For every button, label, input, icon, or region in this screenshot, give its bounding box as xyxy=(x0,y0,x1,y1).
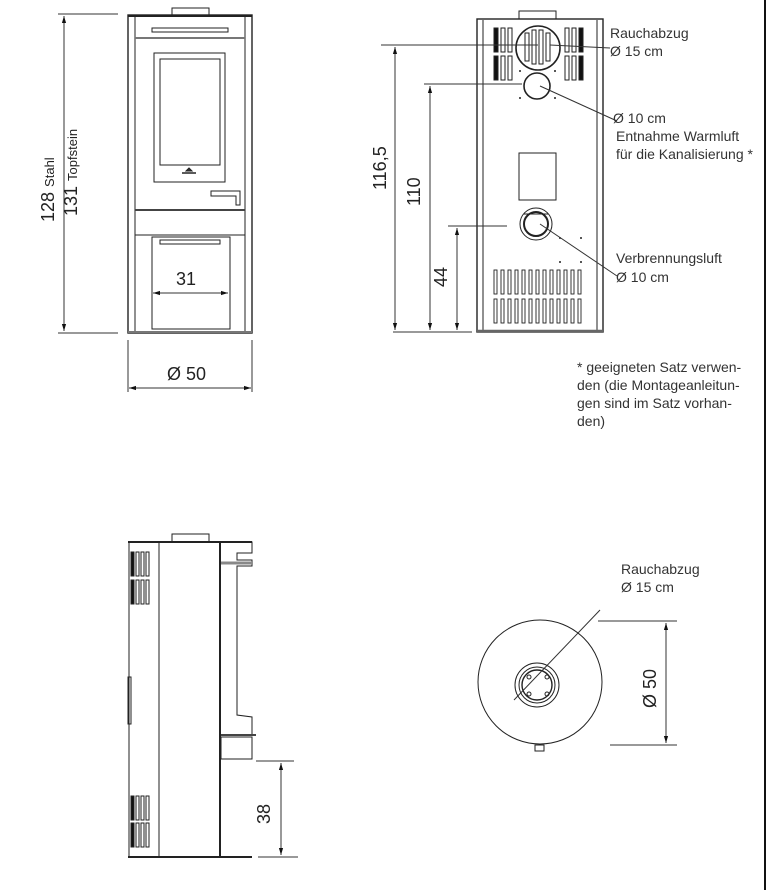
flue-diameter-label: Ø 15 cm xyxy=(610,43,663,59)
top-flue-label: Rauchabzug xyxy=(621,561,700,577)
height-soapstone-dimension xyxy=(61,129,82,216)
warm-air-height-dimension: 110 xyxy=(404,177,424,206)
combustion-air-diameter-label: Ø 10 cm xyxy=(616,269,669,285)
back-view xyxy=(477,11,603,332)
warm-air-label-2: für die Kanalisierung * xyxy=(616,146,753,162)
height-steel-dimension xyxy=(38,157,59,222)
combustion-air-height-dimension: 44 xyxy=(431,266,451,287)
top-view xyxy=(478,620,602,751)
height-steel-label: Stahl xyxy=(42,157,57,187)
flue-height-dimension: 116,5 xyxy=(370,146,390,190)
height-soapstone-value: 131 xyxy=(61,185,81,216)
footnote-line-3: gen sind im Satz vorhan- xyxy=(577,395,732,411)
base-height-dimension: 38 xyxy=(254,803,274,824)
outer-width-label: Ø 50 xyxy=(167,364,207,384)
warm-air-diameter-label: Ø 10 cm xyxy=(613,110,666,126)
height-soapstone-label: Topfstein xyxy=(65,128,80,181)
warm-air-label-1: Entnahme Warmluft xyxy=(616,128,740,144)
top-outer-diameter-label: Ø 50 xyxy=(640,668,660,708)
flue-label: Rauchabzug xyxy=(610,25,689,41)
side-vents-bottom xyxy=(131,796,149,847)
combustion-air-label: Verbrennungsluft xyxy=(616,250,722,266)
inner-width-label: 31 xyxy=(176,269,197,289)
side-view xyxy=(128,534,256,857)
vent-top-right xyxy=(565,28,583,80)
height-steel-value: 128 xyxy=(38,191,58,222)
vent-top-left xyxy=(494,28,512,80)
top-flue-diameter-label: Ø 15 cm xyxy=(621,579,674,595)
footnote-line-4: den) xyxy=(577,413,606,429)
side-vents-top xyxy=(131,552,149,604)
footnote-line-2: den (die Montageanleitun- xyxy=(577,377,740,393)
vent-bottom xyxy=(494,270,581,323)
footnote xyxy=(577,358,741,430)
front-dimensions xyxy=(58,14,252,392)
footnote-line-1: * geeigneten Satz verwen- xyxy=(577,359,742,375)
